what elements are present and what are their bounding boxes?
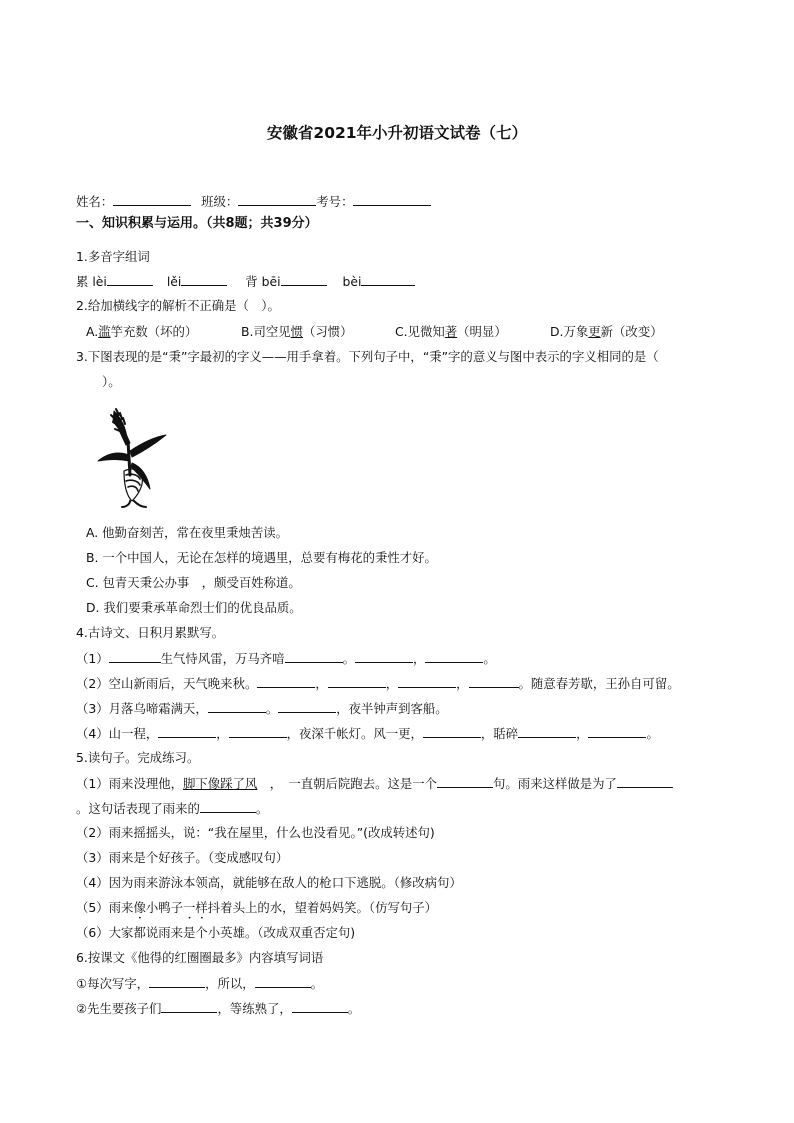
q4-l2-blank1[interactable]: [257, 675, 315, 688]
q1-blank3[interactable]: [281, 273, 327, 286]
q6-l1-blank2[interactable]: [255, 975, 311, 988]
q2-option-a[interactable]: A.滥竽充数（坏的）: [86, 324, 198, 339]
bing-character-figure: [86, 405, 172, 509]
q4-l1-blank2[interactable]: [285, 650, 343, 663]
q4-l4-blank4[interactable]: [518, 725, 576, 738]
q6-stem: 6.按课文《他得的红圈圈最多》内容填写词语: [76, 950, 324, 965]
q5-sentence3: （3）雨来是个好孩子。（变成感叹句）: [76, 850, 289, 865]
class-field[interactable]: [238, 193, 316, 206]
q3-option-a[interactable]: A. 他勤奋刻苦，常在夜里秉烛苦读。: [86, 525, 288, 540]
q4-l1-blank1[interactable]: [109, 650, 161, 663]
q1-blank4[interactable]: [361, 273, 415, 286]
q5-sentence5: （5）雨来像小鸭子一样抖着头上的水，望着妈妈笑。（仿写句子）: [76, 900, 438, 915]
q6-line1: ①每次写字， ，所以， 。: [76, 976, 324, 991]
q4-l1-blank3[interactable]: [355, 650, 413, 663]
q1-blank1[interactable]: [107, 273, 153, 286]
student-info-row: [76, 193, 431, 210]
q5-sentence1-line1: （1）雨来没理他，脚下像踩了风 ， 一直朝后院跑去。这是一个 句。雨来这样做是为了: [76, 775, 673, 792]
q4-stem: 4.古诗文、日积月累默写。: [76, 625, 225, 640]
q1-pinyin2: lěi: [166, 274, 182, 289]
q1-char1: 累: [76, 274, 89, 289]
q4-l4-blank1[interactable]: [158, 725, 216, 738]
q4-l4-blank2[interactable]: [229, 725, 287, 738]
q1-row: [76, 273, 415, 290]
q5-stem: 5.读句子。完成练习。: [76, 750, 200, 765]
q3-option-d[interactable]: D. 我们要秉承革命烈士们的优良品质。: [86, 600, 302, 615]
q2-option-c[interactable]: C.见微知著（明显）: [395, 324, 507, 339]
q4-l1-blank4[interactable]: [425, 650, 483, 663]
q1-stem: 1.多音字组词: [76, 249, 150, 264]
q5-s1-blank3[interactable]: [200, 800, 256, 813]
exam-no-label: 考号：: [316, 194, 354, 209]
q4-l2-blank4[interactable]: [469, 675, 519, 688]
q6-l2-blank2[interactable]: [292, 1000, 348, 1013]
q4-l3-blank2[interactable]: [278, 700, 336, 713]
q4-l2-blank2[interactable]: [328, 675, 386, 688]
q2-stem: 2.给加横线字的解析不正确是（ ）。: [76, 298, 280, 313]
q5-s1-blank1[interactable]: [437, 775, 493, 788]
q2-option-d[interactable]: D.万象更新（改变）: [550, 324, 663, 339]
q4-line3: （3）月落乌啼霜满天， 。 ，夜半钟声到客船。: [76, 701, 448, 716]
q2-option-b[interactable]: B.司空见惯（习惯）: [241, 324, 353, 339]
q4-l4-blank5[interactable]: [588, 725, 646, 738]
exam-no-field[interactable]: [353, 193, 431, 206]
q4-l4-blank3[interactable]: [423, 725, 481, 738]
q3-stem-line1: 3.下图表现的是“秉”字最初的字义——用手拿着。下列句子中，“秉”字的意义与图中表示的字义相同的是（: [76, 349, 659, 364]
q1-char2: 背: [245, 274, 258, 289]
q5-sentence4: （4）因为雨来游泳本领高，就能够在敌人的枪口下逃脱。（修改病句）: [76, 875, 462, 890]
section-heading: 一、知识积累与运用。（共8题；共39分）: [76, 216, 318, 231]
q4-l3-blank1[interactable]: [208, 700, 266, 713]
q6-l2-blank1[interactable]: [161, 1000, 217, 1013]
q1-blank2[interactable]: [181, 273, 227, 286]
name-field[interactable]: [113, 193, 191, 206]
q5-sentence2: （2）雨来摇摇头，说：“我在屋里，什么也没看见。”(改成转述句): [76, 825, 435, 840]
class-label: 班级：: [201, 194, 239, 209]
page-title: 安徽省2021年小升初语文试卷（七）: [266, 124, 528, 142]
q5-sentence1-line2: 。这句话表现了雨来的 。: [76, 801, 269, 816]
q5-sentence6: （6）大家都说雨来是个小英雄。（改成双重否定句): [76, 925, 356, 940]
q6-l1-blank1[interactable]: [149, 975, 205, 988]
q4-line4: （4）山一程， ， ，夜深千帐灯。风一更， ，聒碎 ， 。: [76, 726, 659, 741]
q4-line1: （1） 生气恃风雷，万马齐喑 。 ， 。: [76, 651, 496, 666]
q4-line2: （2）空山新雨后，天气晚来秋。 ， ， ， 。随意春芳歇，王孙自可留。: [76, 676, 680, 691]
q5-s1-blank2[interactable]: [617, 775, 673, 788]
q3-stem-line2: ）。: [102, 374, 121, 389]
name-label: 姓名：: [76, 194, 114, 209]
q3-option-c[interactable]: C. 包青天秉公办事 ，颇受百姓称道。: [86, 575, 301, 590]
q5-underlined-phrase: 脚下像踩了风: [183, 776, 258, 791]
q4-l2-blank3[interactable]: [398, 675, 456, 688]
q1-pinyin1: lèi: [92, 274, 107, 289]
q6-line2: ②先生要孩子们 ，等练熟了， 。: [76, 1001, 361, 1016]
q1-pinyin4: bèi: [342, 274, 362, 289]
q1-pinyin3: bēi: [261, 274, 281, 289]
q3-option-b[interactable]: B. 一个中国人，无论在怎样的境遇里，总要有梅花的秉性才好。: [86, 550, 437, 565]
